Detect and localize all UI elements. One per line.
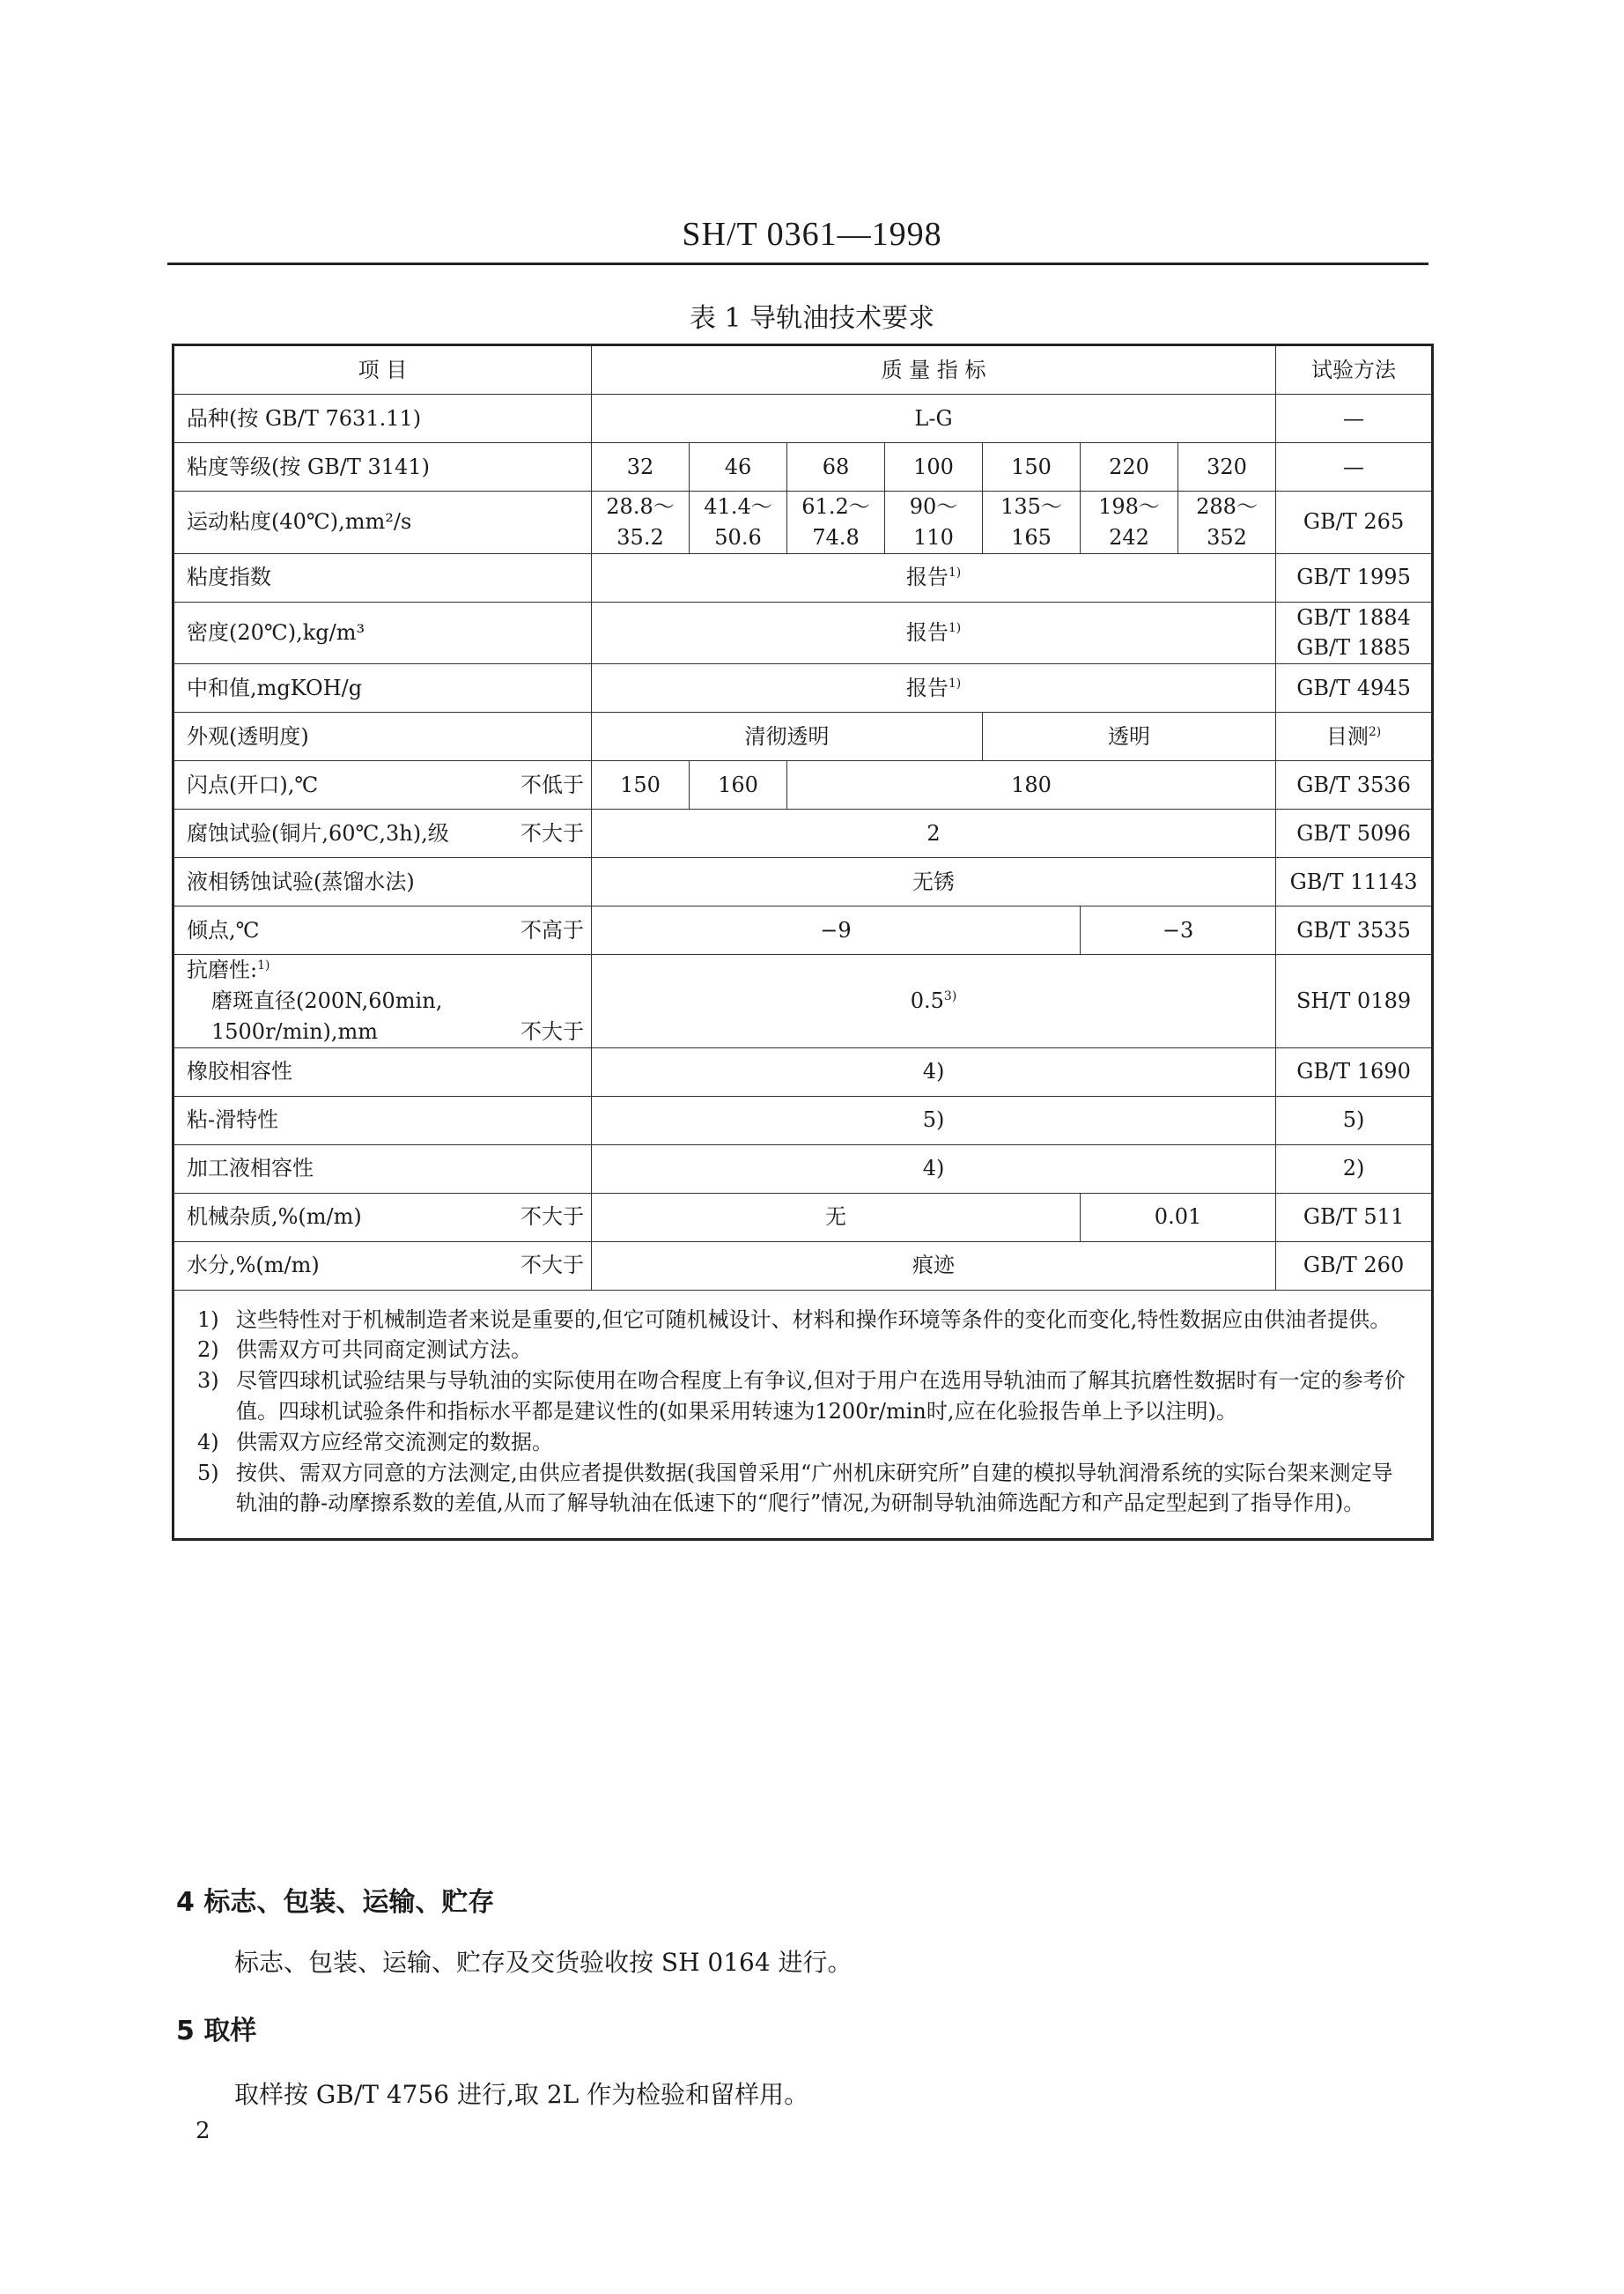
table-row-rubber bbox=[173, 1047, 1433, 1096]
row-label: 品种(按 GB/T 7631.11) bbox=[173, 395, 592, 443]
row-label: 外观(透明度) bbox=[173, 713, 592, 761]
row-method: GB/T 1690 bbox=[1276, 1047, 1433, 1096]
footnote-ref: 1) bbox=[948, 676, 962, 691]
table-row-density bbox=[173, 602, 1433, 664]
label-text: 倾点,℃ bbox=[187, 917, 260, 943]
row-value: 无 bbox=[592, 1193, 1081, 1241]
row-label: 中和值,mgKOH/g bbox=[173, 664, 592, 713]
row-value bbox=[592, 664, 1276, 713]
table-row-fluid-compat bbox=[173, 1144, 1433, 1193]
label-text: 1500r/min),mm bbox=[211, 1018, 379, 1044]
footnote-number: 3) bbox=[197, 1368, 219, 1394]
row-value: 5) bbox=[592, 1096, 1276, 1144]
row-value: −9 bbox=[592, 906, 1081, 955]
row-label bbox=[173, 906, 592, 955]
row-value: 痕迹 bbox=[592, 1241, 1276, 1290]
limit-text: 不高于 bbox=[520, 917, 584, 943]
footnote-ref: 1) bbox=[257, 958, 270, 973]
footnote-text: 按供、需双方同意的方法测定,由供应者提供数据(我国曾采用“广州机床研究所”自建的模拟导轨润滑系统的实际台架来测定导轨油的静-动摩擦系数的差值,从而了解导轨油在低速下的“爬行”情况,为研制导轨油筛选配方和产品定型起到了指导作用)。 bbox=[236, 1460, 1393, 1516]
row-label bbox=[173, 761, 592, 810]
table-row-viscosity-grade bbox=[173, 443, 1433, 492]
row-method: GB/T 260 bbox=[1276, 1241, 1433, 1290]
row-value: 180 bbox=[787, 761, 1276, 810]
row-label: 粘度等级(按 GB/T 3141) bbox=[173, 443, 592, 492]
table-notes bbox=[173, 1290, 1433, 1540]
viscosity-range-cell: 90～ 110 bbox=[885, 492, 983, 554]
row-method: GB/T 4945 bbox=[1276, 664, 1433, 713]
section-5-heading: 5 取样 bbox=[176, 2016, 257, 2046]
row-method: GB/T 511 bbox=[1276, 1193, 1433, 1241]
footnote bbox=[197, 1427, 1412, 1458]
row-method: SH/T 0189 bbox=[1276, 955, 1433, 1047]
footnote bbox=[197, 1335, 1412, 1365]
table-header-row bbox=[173, 345, 1433, 395]
grade-cell: 220 bbox=[1081, 443, 1178, 492]
row-method: GB/T 3536 bbox=[1276, 761, 1433, 810]
section-4-body: 标志、包装、运输、贮存及交货验收按 SH 0164 进行。 bbox=[234, 1948, 853, 1977]
viscosity-range-cell: 288～ 352 bbox=[1178, 492, 1276, 554]
row-value: 0.01 bbox=[1081, 1193, 1276, 1241]
row-value: 清彻透明 bbox=[592, 713, 983, 761]
limit-text: 不大于 bbox=[520, 820, 584, 846]
row-value: 160 bbox=[690, 761, 787, 810]
row-label bbox=[173, 810, 592, 858]
header-item: 项 目 bbox=[173, 345, 592, 395]
table-row-kinematic-viscosity bbox=[173, 492, 1433, 554]
row-label bbox=[173, 1241, 592, 1290]
row-label bbox=[173, 1193, 592, 1241]
row-label: 粘-滑特性 bbox=[173, 1096, 592, 1144]
table-row-corrosion bbox=[173, 810, 1433, 858]
viscosity-range-cell: 41.4～ 50.6 bbox=[690, 492, 787, 554]
row-value bbox=[592, 602, 1276, 664]
method-line: GB/T 1884 bbox=[1296, 604, 1411, 630]
footnote-ref: 2) bbox=[1368, 724, 1382, 739]
footnote-text: 这些特性对于机械制造者来说是重要的,但它可随机械设计、材料和操作环境等条件的变化而变化,特性数据应由供油者提供。 bbox=[236, 1306, 1391, 1332]
label-text: 磨斑直径(200N,60min, bbox=[211, 988, 443, 1013]
limit-text: 不低于 bbox=[520, 772, 584, 797]
row-label bbox=[173, 955, 592, 1047]
viscosity-range-cell: 135～ 165 bbox=[983, 492, 1081, 554]
grade-cell: 150 bbox=[983, 443, 1081, 492]
report-text: 报告 bbox=[905, 675, 949, 700]
table-row-rust bbox=[173, 858, 1433, 906]
row-method: GB/T 265 bbox=[1276, 492, 1433, 554]
row-method: GB/T 11143 bbox=[1276, 858, 1433, 906]
row-method: GB/T 3535 bbox=[1276, 906, 1433, 955]
report-text: 报告 bbox=[905, 619, 949, 645]
row-method: — bbox=[1276, 395, 1433, 443]
limit-text: 不大于 bbox=[520, 1204, 584, 1230]
label-text: 抗磨性: bbox=[187, 958, 258, 983]
limit-text: 不大于 bbox=[520, 1253, 584, 1278]
table-notes-row bbox=[173, 1290, 1433, 1540]
footnote bbox=[197, 1305, 1412, 1336]
footnote-number: 2) bbox=[197, 1337, 219, 1363]
footnote-number: 1) bbox=[197, 1306, 219, 1332]
table-row-flash-point bbox=[173, 761, 1433, 810]
header-method: 试验方法 bbox=[1276, 345, 1433, 395]
label-text: 闪点(开口),℃ bbox=[187, 772, 319, 797]
table-row-neutralization bbox=[173, 664, 1433, 713]
footnote-ref: 1) bbox=[948, 566, 962, 581]
viscosity-range-cell: 61.2～ 74.8 bbox=[787, 492, 885, 554]
spec-table bbox=[172, 344, 1434, 1541]
footnote bbox=[197, 1458, 1412, 1520]
row-value: −3 bbox=[1081, 906, 1276, 955]
row-label: 加工液相容性 bbox=[173, 1144, 592, 1193]
row-method: — bbox=[1276, 443, 1433, 492]
footnote-text: 供需双方应经常交流测定的数据。 bbox=[236, 1429, 553, 1454]
document-code: SH/T 0361—1998 bbox=[682, 216, 942, 253]
row-method bbox=[1276, 713, 1433, 761]
row-value: 150 bbox=[592, 761, 690, 810]
row-value: L-G bbox=[592, 395, 1276, 443]
row-method: 2) bbox=[1276, 1144, 1433, 1193]
footnote-number: 4) bbox=[197, 1429, 219, 1454]
table-row-antiwear bbox=[173, 955, 1433, 1047]
label-text: 水分,%(m/m) bbox=[187, 1253, 320, 1278]
row-label: 液相锈蚀试验(蒸馏水法) bbox=[173, 858, 592, 906]
header-rule bbox=[167, 263, 1428, 265]
grade-cell: 46 bbox=[690, 443, 787, 492]
footnote-ref: 1) bbox=[948, 620, 962, 635]
table-title: 表 1 导轨油技术要求 bbox=[689, 303, 935, 334]
page-number: 2 bbox=[196, 2118, 210, 2144]
table-row-impurities bbox=[173, 1193, 1433, 1241]
row-method: GB/T 1995 bbox=[1276, 553, 1433, 602]
section-4-heading: 4 标志、包装、运输、贮存 bbox=[176, 1887, 495, 1918]
label-text: 机械杂质,%(m/m) bbox=[187, 1204, 362, 1230]
table-row-pour-point bbox=[173, 906, 1433, 955]
limit-text: 不大于 bbox=[520, 1018, 584, 1044]
grade-cell: 32 bbox=[592, 443, 690, 492]
row-value: 无锈 bbox=[592, 858, 1276, 906]
table-row-water bbox=[173, 1241, 1433, 1290]
grade-cell: 320 bbox=[1178, 443, 1276, 492]
footnote bbox=[197, 1365, 1412, 1427]
table-row-appearance bbox=[173, 713, 1433, 761]
viscosity-range-cell: 198～ 242 bbox=[1081, 492, 1178, 554]
report-text: 报告 bbox=[905, 565, 949, 590]
row-value: 2 bbox=[592, 810, 1276, 858]
header-quality: 质 量 指 标 bbox=[592, 345, 1276, 395]
footnote-ref: 3) bbox=[943, 988, 957, 1003]
method-line: GB/T 1885 bbox=[1296, 635, 1411, 661]
footnote-text: 供需双方可共同商定测试方法。 bbox=[236, 1337, 532, 1363]
grade-cell: 100 bbox=[885, 443, 983, 492]
value-text: 0.5 bbox=[910, 988, 944, 1013]
footnote-number: 5) bbox=[197, 1460, 219, 1485]
method-text: 目测 bbox=[1325, 723, 1369, 749]
row-value: 4) bbox=[592, 1144, 1276, 1193]
row-label: 运动粘度(40℃),mm²/s bbox=[173, 492, 592, 554]
viscosity-range-cell: 28.8～ 35.2 bbox=[592, 492, 690, 554]
row-label: 密度(20℃),kg/m³ bbox=[173, 602, 592, 664]
footnote-text: 尽管四球机试验结果与导轨油的实际使用在吻合程度上有争议,但对于用户在选用导轨油而了解其抗磨性数据时有一定的参考价值。四球机试验条件和指标水平都是建议性的(如果采用转速为1200r/min时,应在化验报告单上予以注明)。 bbox=[236, 1368, 1406, 1424]
table-row-viscosity-index bbox=[173, 553, 1433, 602]
row-method: GB/T 5096 bbox=[1276, 810, 1433, 858]
table-row-stick-slip bbox=[173, 1096, 1433, 1144]
row-method bbox=[1276, 602, 1433, 664]
grade-cell: 68 bbox=[787, 443, 885, 492]
row-value: 透明 bbox=[983, 713, 1276, 761]
row-value bbox=[592, 955, 1276, 1047]
row-label: 橡胶相容性 bbox=[173, 1047, 592, 1096]
row-value bbox=[592, 553, 1276, 602]
row-value: 4) bbox=[592, 1047, 1276, 1096]
row-method: 5) bbox=[1276, 1096, 1433, 1144]
label-text: 腐蚀试验(铜片,60℃,3h),级 bbox=[187, 820, 449, 846]
table-row-variety bbox=[173, 395, 1433, 443]
section-5-body: 取样按 GB/T 4756 进行,取 2L 作为检验和留样用。 bbox=[234, 2080, 809, 2109]
row-label: 粘度指数 bbox=[173, 553, 592, 602]
